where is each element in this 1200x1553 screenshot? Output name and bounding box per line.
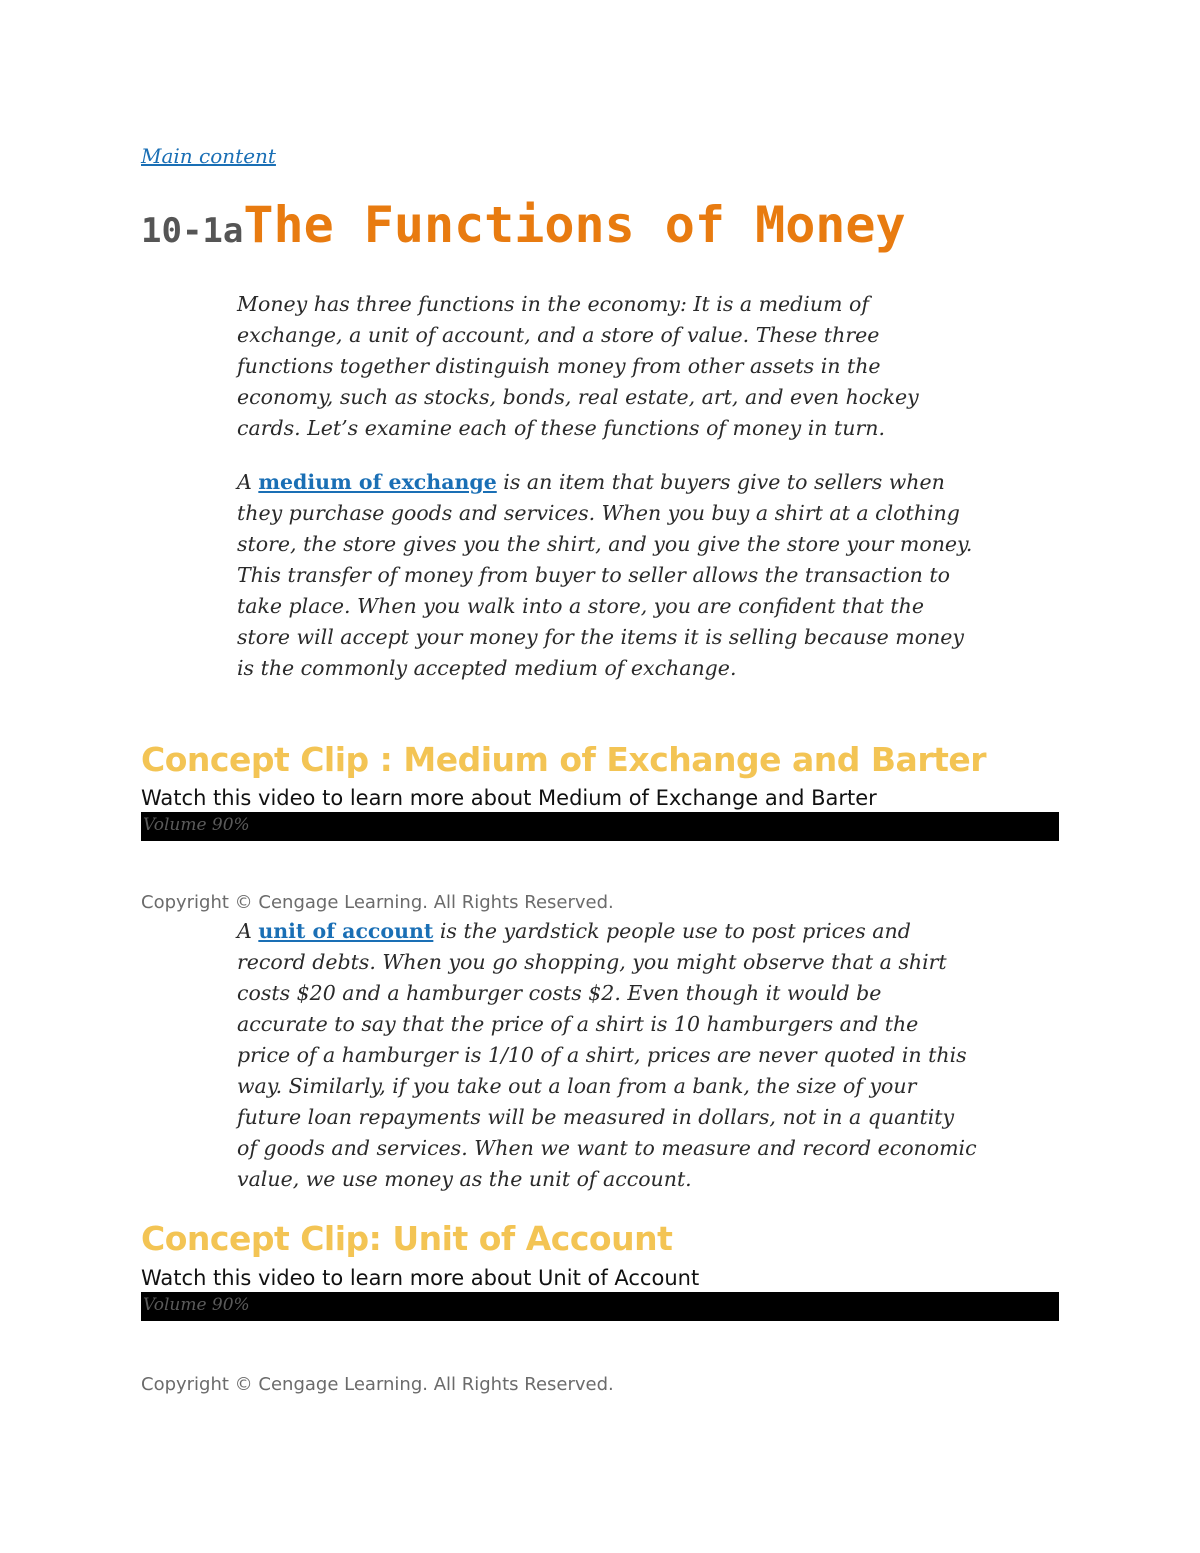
concept-clip-description-unit: Watch this video to learn more about Unit of Account	[141, 1266, 700, 1290]
concept-clip-title-unit: Concept Clip: Unit of Account	[141, 1219, 673, 1258]
medium-of-exchange-link[interactable]: medium of exchange	[258, 470, 497, 494]
paragraph-body: is an item that buyers give to sellers when they purchase goods and services. When you buy a shirt at a clothing store, the store gives you the shirt, and you give the store your money. This transfer of money from buyer to seller allows the transaction to take place. When you walk into a store, you are confident that the store will accept your money for the items it is selling because money is the commonly accepted medium of exchange.	[237, 470, 973, 680]
concept-clip-title-medium: Concept Clip : Medium of Exchange and Barter	[141, 740, 987, 779]
unit-of-account-paragraph	[237, 916, 977, 1195]
intro-paragraph: Money has three functions in the economy: It is a medium of exchange, a unit of account, and a store of value. These three functions together distinguish money from other assets in the economy, such as stocks, bonds, real estate, art, and even hockey cards. Let’s examine each of these functions of money in turn.	[237, 292, 919, 440]
copyright-notice-unit: Copyright © Cengage Learning. All Rights Reserved.	[141, 1374, 614, 1395]
copyright-notice-medium: Copyright © Cengage Learning. All Rights Reserved.	[141, 892, 614, 913]
concept-clip-description-medium: Watch this video to learn more about Medium of Exchange and Barter	[141, 786, 877, 810]
paragraph-body: is the yardstick people use to post prices and record debts. When you go shopping, you might observe that a shirt costs $20 and a hamburger costs $2. Even though it would be accurate to say that the price of a shirt is 10 hamburgers and the price of a hamburger is 1/10 of a shirt, prices are never quoted in this way. Similarly, if you take out a loan from a bank, the size of your future loan repayments will be measured in dollars, not in a quantity of goods and services. When we want to measure and record economic value, we use money as the unit of account.	[237, 919, 977, 1191]
paragraph-prefix: A	[237, 919, 259, 943]
volume-indicator[interactable]: Volume 90%	[143, 815, 250, 835]
main-content-link[interactable]: Main content	[141, 144, 276, 168]
medium-of-exchange-paragraph	[237, 467, 977, 684]
unit-of-account-link[interactable]: unit of account	[258, 919, 434, 943]
section-title: The Functions of Money	[243, 196, 906, 254]
paragraph-prefix: A	[237, 470, 259, 494]
volume-indicator[interactable]: Volume 90%	[143, 1295, 250, 1315]
section-number: 10-1a	[141, 211, 244, 251]
section-heading	[141, 196, 906, 254]
video-player-unit[interactable]	[141, 1292, 1059, 1321]
video-player-medium[interactable]	[141, 812, 1059, 841]
